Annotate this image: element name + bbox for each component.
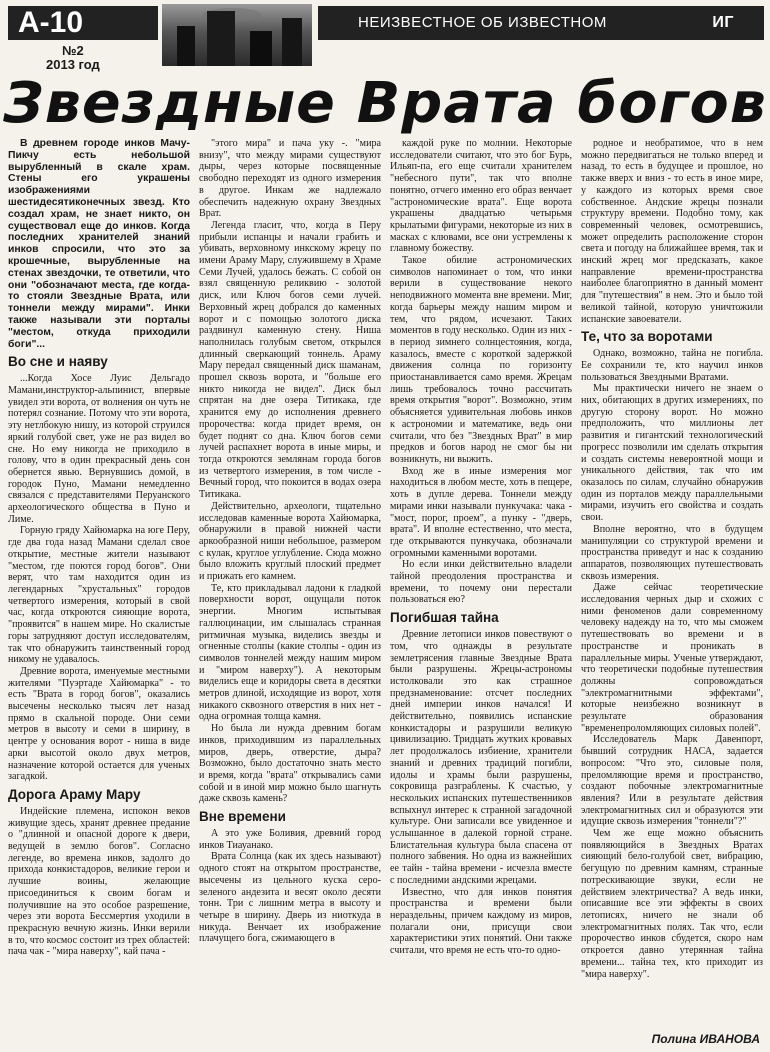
paragraph: Те, кто прикладывал ладони к гладкой поверхности ворот, ощущали поток энергии. Многим испытывая галлюцинации, им слышалась странная ритмичная музыка, виделись звезды и огненные столпы (какие столпы - один из символов тоннелей между нашим миром и "миром наверху"). А некоторым виделись еще и коридоры света в десятки метров длиной, исходящие из ворот, хотя никакого сквозного отверстия в них нет - одна огромная толща камня. [199,582,381,723]
paragraph: Горную гряду Хайюмарка на юге Перу, где два года назад Мамани сделал свое открытие, местные жители называют "местом, где поются город богов". Они верят, что там находится один из легендарных "хрустальных" городов четвертого измерения, который в свой час, когда откроются сияющие ворота, "проявится" в нашем мире. Но скалистые горы затрудняют доступ исследователям, так что обнаружить таинственный город никому не удавалось. [8,525,190,666]
article-headline: Звездные Врата богов [3,71,767,136]
paragraph: Известно, что для инков понятия пространства и времени были нераздельны, причем каждому из миров, полагали они, присущи свои характеристики этих понятий. Они также считали, что время не есть что-то одно- [390,886,572,957]
paragraph: Вход же в иные измерения мог находиться в любом месте, хоть в пещере, хоть в дупле дерева. Тоннели между мирами инки называли пункучака: чака - "мост, порог, проем", а пунку - "дверь, врата". И вполне естественно, что места, где открываются пункучака, обозначали огромными каменными воротами. [390,465,572,559]
section-rubric [318,6,764,40]
subheading: Дорога Араму Мару [8,786,141,802]
paragraph: Но если инки действительно владели тайной преодоления пространства и времени, то почему они перестали пользоваться ею? [390,559,572,606]
issue-number: №2 [62,43,84,58]
subheading: Вне времени [199,809,286,825]
paragraph: Но была ли нужда древним богам инков, приходившим из параллельных миров, дверь, отверстие, дыра? Возможно, было достаточно знать место и время, когда "врата" открывались сами собой и в иной мир можно было шагнуть даже сквозь камень? [199,723,381,805]
paragraph: Древние летописи инков повествуют о том, что однажды в результате землетрясения главные Звездные Врата были разрушены. Жрецы-астрономы истолковали это как страшное предзнаменование: отсчет последних дней империи инков начался! И действительно, появились испанские конкистадоры и разрушили великую цивилизацию. Тридцать жутких кровавых лет продолжалось избиение, хранители знаний и древних традиций погибли, идолы и храмы были разрушены, сокровища разграблены. К счастью, у нескольких испанских путешественников вспыхнул интерес к странной загадочной культуре. Они записали все увиденное и услышанное в далекой горной стране. Блистательная культура была спасена от полного забвения. Но одна из важнейших ее тайн - тайна времени - исчезла вместе с последними андскими жрецами. [390,629,572,886]
page-header [0,0,770,70]
subheading: Во сне и наяву [8,354,108,370]
paragraph: А это уже Боливия, древний город инков Тиауанако. [199,828,381,851]
page-number: А-10 [8,6,158,40]
rubric-title: НЕИЗВЕСТНОЕ ОБ ИЗВЕСТНОМ [358,14,607,31]
article-body [8,138,764,1048]
paragraph: Вполне вероятно, что в будущем манипуляции со структурой времени и пространства приведут и нас к созданию аппаратов, позволяющих путешествовать сквозь измерения. [581,523,763,582]
subheading: Те, что за воротами [581,329,713,345]
subheading: Погибшая тайна [390,610,499,626]
article-author: Полина ИВАНОВА [651,1032,760,1046]
paragraph: Мы практически ничего не знаем о них, обитающих в других измерениях, по другую сторону ворот. Но можно предположить, что миллионы лет развития и гигантский технологический прогресс позволили им сделать открытия и создать системы невероятной мощи и уникального действия, так что им оказалось по силам, случайно обнаружив один из порталов между параллельными мирами, изучить его свойства и создать свои. [581,383,763,524]
paragraph: Действительно, археологи, тщательно исследовав каменные ворота Хайюмарка, обнаружили в правой нижней части аркообразной ниши небольшое, размером с кулак, круглое углубление. Сюда можно было вложить круглый плоский предмет и прижать его камнем. [199,500,381,583]
paragraph: Такое обилие астрономических символов напоминает о том, что инки верили в существование некого неподвижного момента вне времени. Миг, когда барьеры между нашим миром и тем, что рядом, исчезают. Таких моментов в году несколько. Один из них - в период зимнего солнцестояния, когда, казалось, вместе с короткой задержкой движения солнца по горизонту приостанавливается само время. Жрецам лишь требовалось точно рассчитать время открытия "ворот". Возможно, этим объясняется удивительная любовь инков к астрономии и математике, ведь они считали, что без "Звездных Врат" в мир предков и богов народ не смог бы ни возникнуть, ни выжить. [390,255,572,465]
column-3 [390,138,572,1048]
rubric-initials: ИГ [712,14,734,31]
paragraph: Легенда гласит, что, когда в Перу прибыли испанцы и начали грабить и убивать, верховному инкскому жрецу по имени Араму Мару, служившему в Храме Семи Лучей, удалось бежать. С собой он взял священную реликвию - золотой диск, или Ключ богов семи лучей. Верховный жрец добрался до каменных ворот и с помощью золотого диска раздвинул каменную стену. Ниша наполнилась голубым светом, открылся длинный сверкающий тоннель. Араму Мару передал священный диск шаманам, прошел сквозь ворота, и "больше его никто никогда не видел". Диск был спрятан на дне озера Титикака, где хранится ему до исполнения древнего пророчества: когда придет время, он будет поднят со дна. Ключ богов семи лучей распахнет ворота в иные миры, и тогда откроются землянам города богов из четвертого измерения, в том числе - Вечный город, что покоится в водах озера Титикака. [199,219,381,501]
paragraph: "этого мира" и пача уку -. "мира внизу", что между мирами существуют дыры, через которые посвященные свободно переходят из одного измерения в другое. Инкам же надлежало обеспечить надежную охрану Звездных Врат. [199,138,381,220]
paragraph: Древние ворота, именуемые местными жителями "Пуэртаде Хайюмарка" - то есть "Врата в город богов", оказались высечены несколько тысяч лет назад прямо в скальной породе. Они семи метров в высоту и семи в ширину, в центре у основания ворот - ниша в виде арки высотой около двух метров, назначение которой остается для ученых загадкой. [8,665,190,783]
column-2 [199,138,381,1048]
paragraph: родное и необратимое, что в нем можно передвигаться не только вперед и назад, то есть в будущее и прошлое, но также вверх и вниз - то есть в иное мире, у каждого из которых время свое собственное. Андские жрецы познали структуру времени. Подобно тому, как современный человек, осмотревшись, может определить расположение сторон света и погоду на ближайшее время, так и инский жрец мог предсказать, какое направление времени-пространства наиболее благоприятно в данный момент для "путешествия" в нем. Это и было той великой тайной, которую уничтожили испанские завоеватели. [581,138,763,325]
paragraph: Исследователь Марк Давенпорт, бывший сотрудник НАСА, задается вопросом: "Что это, силовые поля, преломляющие время и пространство, создают побочные электромагнитные явления? Или в результате действия электромагнитных сил и образуются эти идущие сквозь измерения "тоннели"?" [581,734,763,828]
issue-info [46,44,100,72]
paragraph: Даже сейчас теоретические исследования черных дыр и схожих с ними феноменов дали современному человеку надежду на то, что мы сможем путешествовать во времени и в пространстве и проникать в параллельные миры. Ученые утверждают, что теоретически подобные путешествия должны сопровождаться "электромагнитными эффектами", которые неизбежно возникнут в результате образования "временепроломляющих силовых полей". [581,582,763,734]
column-4 [581,138,763,1048]
paragraph: ...Когда Хосе Луис Дельгадо Мамани,инструктор-альпинист, впервые увидел эти ворота, от волнения он чуть не потерял сознание. Потому что эти ворота, эту нетлбокую нишу, из которой струился яркий голубой свет, уже не раз видел во сне. Но ему никогда не приходило в голову, что в один прекрасный день сон обернется явью. Вернувшись домой, в городок Пуно, Мамани немедленно связался с представителями Перуанского археологического общества в Пуно и Лиме. [8,373,190,525]
issue-year: 2013 год [46,57,100,72]
paragraph: Однако, возможно, тайна не погибла. Ее сохранили те, кто научил инков пользоваться Звездными Вратами. [581,348,763,383]
header-photo [162,4,312,66]
paragraph: каждой руке по молнии. Некоторые исследователи считают, что это бог Бурь, Ильяп-па, его еще считали хранителем "небесного пути", так что вполне понятно, отчего именно его образ венчает "астрономические врата". Еще ворота украшены двадцатью четырьмя крылатыми фигурами, некоторые из них в масках с клювами, все они устремлены к главному божеству. [390,138,572,255]
paragraph: Чем же еще можно объяснить появляющийся в Звездных Вратах сияющий бело-голубой свет, вибрацию, бегущую по древним камням, странные потрескивающие звуки, если не действием электричества? А ведь инки, описавшие все эти эффекты в своих летописях, ничего не знали об электромагнитных полях. Так что, если пророчество инков сбудется, скоро нам откроется давно утерянная тайна времени... тайна тех, кто приходит из "мира наверху". [581,828,763,980]
column-1 [8,138,190,1048]
paragraph: Врата Солнца (как их здесь называют) одного стоят на открытом пространстве, высечены из цельного куска серо-зеленого андезита и весят около десяти тонн. Три с лишним метра в высоту и четыре в ширину. Дверь из ниоткуда в никуда. Венчает их изображение плачущего бога, сжимающего в [199,851,381,945]
paragraph: Индейские племена, испокон веков живущие здесь, хранят древнее предание о "длинной и опасной дороге к двери, ведущей в землю богов". Согласно легенде, во времена инков, задолго до прихода конкистадоров, великие герои и лучшие воины, желающие присоединиться к своим богам и получившие на это особое разрешение, через эти ворота Бессмертия уходили в прекрасную вечную жизнь. Инки верили в то, что космос состоит из трех областей: пача чак - "мира наверху", кай пача - [8,805,190,958]
article-lead: В древнем городе инков Мачу-Пикчу есть небольшой вырубленный в скале храм. Стены его украшены изображениями шестидесятиконечных звезд. Кто создал храм, не знает никто, он существовал еще до инков. Когда последних хранителей знаний инков спросили, что это за крошечные, вырубленные на стенах звездочки, те ответили, что они "обозначают места, где когда-то стояли Звездные Врата, или тоннели между мирами". Инки также называли эти порталы "местом, откуда приходили боги"... [8,138,190,350]
